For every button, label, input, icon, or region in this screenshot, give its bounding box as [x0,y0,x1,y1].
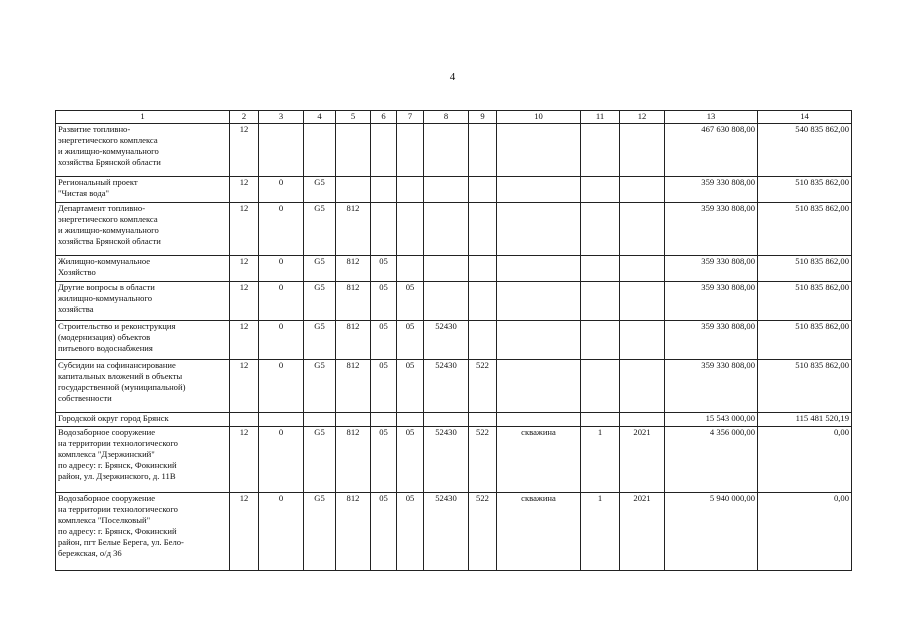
code-cell: 812 [336,493,371,571]
header-cell: 14 [758,111,852,124]
code-cell [304,124,336,177]
item-name-cell: Строительство и реконструкция (модернизация) объектов питьевого водоснабжения [56,321,230,360]
table-row [56,177,852,203]
year-cell [620,203,665,256]
amount-cell: 359 330 808,00 [665,282,758,321]
code-cell: G5 [304,493,336,571]
code-cell: 12 [230,360,259,413]
code-cell: 05 [371,282,397,321]
code-cell [469,321,497,360]
code-cell: G5 [304,427,336,493]
item-name-cell: Субсидии на софинансирование капитальных вложений в объекты государственной (муниципальной) собственности [56,360,230,413]
code-cell [397,413,424,427]
code-cell: G5 [304,256,336,282]
year-cell [620,321,665,360]
code-cell [469,413,497,427]
year-cell [620,177,665,203]
code-cell [304,413,336,427]
code-cell: 0 [259,321,304,360]
header-cell: 2 [230,111,259,124]
code-cell [424,177,469,203]
quantity-cell: 1 [581,493,620,571]
amount-cell: 4 356 000,00 [665,427,758,493]
quantity-cell [581,124,620,177]
quantity-cell [581,413,620,427]
code-cell [469,177,497,203]
object-type-cell [497,124,581,177]
table-row [56,493,852,571]
item-name-cell: Водозаборное сооружение на территории технологического комплекса "Дзержинский" по адресу: г. Брянск, Фокинский район, ул. Дзержинского, д. 11В [56,427,230,493]
code-cell: 0 [259,203,304,256]
amount-cell: 510 835 862,00 [758,203,852,256]
code-cell: 0 [259,256,304,282]
code-cell: 05 [397,493,424,571]
code-cell: 12 [230,124,259,177]
code-cell [397,177,424,203]
amount-cell: 359 330 808,00 [665,360,758,413]
code-cell [424,413,469,427]
code-cell: 812 [336,427,371,493]
table-row [56,282,852,321]
object-type-cell [497,360,581,413]
code-cell [336,177,371,203]
code-cell: 05 [371,321,397,360]
budget-table [55,110,852,571]
code-cell [371,124,397,177]
code-cell: 812 [336,282,371,321]
amount-cell: 510 835 862,00 [758,321,852,360]
amount-cell: 510 835 862,00 [758,282,852,321]
code-cell: 12 [230,321,259,360]
code-cell: 0 [259,177,304,203]
code-cell [469,203,497,256]
quantity-cell [581,321,620,360]
code-cell: 812 [336,321,371,360]
header-cell: 7 [397,111,424,124]
code-cell: 12 [230,493,259,571]
code-cell: 05 [371,256,397,282]
header-cell: 10 [497,111,581,124]
header-cell: 9 [469,111,497,124]
code-cell: G5 [304,360,336,413]
header-cell: 6 [371,111,397,124]
code-cell: 812 [336,256,371,282]
budget-table-body [56,124,852,571]
item-name-cell: Водозаборное сооружение на территории технологического комплекса "Поселковый" по адресу: г. Брянск, Фокинский район, пгт Белые Берега, ул. Бело- бережская, о/д 36 [56,493,230,571]
header-cell: 5 [336,111,371,124]
code-cell: 0 [259,282,304,321]
amount-cell: 540 835 862,00 [758,124,852,177]
header-cell: 4 [304,111,336,124]
quantity-cell [581,282,620,321]
code-cell [397,124,424,177]
code-cell [336,413,371,427]
code-cell: 52430 [424,493,469,571]
code-cell: 0 [259,493,304,571]
code-cell: G5 [304,203,336,256]
page-number: 4 [449,71,456,83]
quantity-cell [581,256,620,282]
table-row [56,360,852,413]
object-type-cell [497,282,581,321]
code-cell: 05 [371,427,397,493]
year-cell: 2021 [620,493,665,571]
amount-cell: 115 481 520,19 [758,413,852,427]
code-cell [371,203,397,256]
code-cell [469,124,497,177]
header-row [56,111,852,124]
code-cell: 52430 [424,360,469,413]
code-cell [397,256,424,282]
item-name-cell: Департамент топливно- энергетического комплекса и жилищно-коммунального хозяйства Брянской области [56,203,230,256]
quantity-cell [581,177,620,203]
table-row [56,256,852,282]
amount-cell: 359 330 808,00 [665,203,758,256]
code-cell: 522 [469,360,497,413]
amount-cell: 5 940 000,00 [665,493,758,571]
object-type-cell [497,256,581,282]
table-row [56,427,852,493]
quantity-cell: 1 [581,427,620,493]
object-type-cell [497,321,581,360]
code-cell [371,177,397,203]
year-cell [620,124,665,177]
amount-cell: 467 630 808,00 [665,124,758,177]
year-cell [620,413,665,427]
code-cell [230,413,259,427]
code-cell [469,282,497,321]
code-cell [397,203,424,256]
code-cell: 05 [397,321,424,360]
code-cell [424,124,469,177]
code-cell: 12 [230,177,259,203]
code-cell: 522 [469,493,497,571]
amount-cell: 359 330 808,00 [665,256,758,282]
code-cell [371,413,397,427]
year-cell: 2021 [620,427,665,493]
year-cell [620,256,665,282]
code-cell: 812 [336,203,371,256]
amount-cell: 0,00 [758,427,852,493]
code-cell [259,124,304,177]
item-name-cell: Развитие топливно- энергетического комплекса и жилищно-коммунального хозяйства Брянской области [56,124,230,177]
header-cell: 11 [581,111,620,124]
table-row [56,124,852,177]
amount-cell: 359 330 808,00 [665,177,758,203]
code-cell [259,413,304,427]
object-type-cell [497,203,581,256]
year-cell [620,282,665,321]
object-type-cell [497,413,581,427]
code-cell: 52430 [424,427,469,493]
amount-cell: 510 835 862,00 [758,177,852,203]
header-cell: 1 [56,111,230,124]
object-type-cell [497,177,581,203]
code-cell: 812 [336,360,371,413]
item-name-cell: Региональный проект "Чистая вода" [56,177,230,203]
code-cell [469,256,497,282]
code-cell: 0 [259,427,304,493]
code-cell: 12 [230,203,259,256]
table-row [56,203,852,256]
header-cell: 12 [620,111,665,124]
code-cell [424,203,469,256]
year-cell [620,360,665,413]
object-type-cell: скважина [497,427,581,493]
code-cell: 52430 [424,321,469,360]
quantity-cell [581,360,620,413]
object-type-cell: скважина [497,493,581,571]
code-cell: G5 [304,282,336,321]
table-row [56,321,852,360]
quantity-cell [581,203,620,256]
code-cell: 12 [230,256,259,282]
item-name-cell: Другие вопросы в области жилищно-коммунального хозяйства [56,282,230,321]
amount-cell: 0,00 [758,493,852,571]
code-cell: G5 [304,321,336,360]
code-cell: G5 [304,177,336,203]
code-cell: 0 [259,360,304,413]
code-cell: 05 [397,427,424,493]
table-row [56,413,852,427]
code-cell: 05 [397,282,424,321]
header-cell: 3 [259,111,304,124]
item-name-cell: Городской округ город Брянск [56,413,230,427]
code-cell [336,124,371,177]
code-cell: 522 [469,427,497,493]
code-cell: 05 [397,360,424,413]
amount-cell: 15 543 000,00 [665,413,758,427]
code-cell [424,282,469,321]
amount-cell: 510 835 862,00 [758,256,852,282]
amount-cell: 510 835 862,00 [758,360,852,413]
code-cell: 12 [230,427,259,493]
code-cell: 05 [371,493,397,571]
code-cell: 05 [371,360,397,413]
header-cell: 8 [424,111,469,124]
item-name-cell: Жилищно-коммунальное Хозяйство [56,256,230,282]
code-cell [424,256,469,282]
code-cell: 12 [230,282,259,321]
header-cell: 13 [665,111,758,124]
amount-cell: 359 330 808,00 [665,321,758,360]
